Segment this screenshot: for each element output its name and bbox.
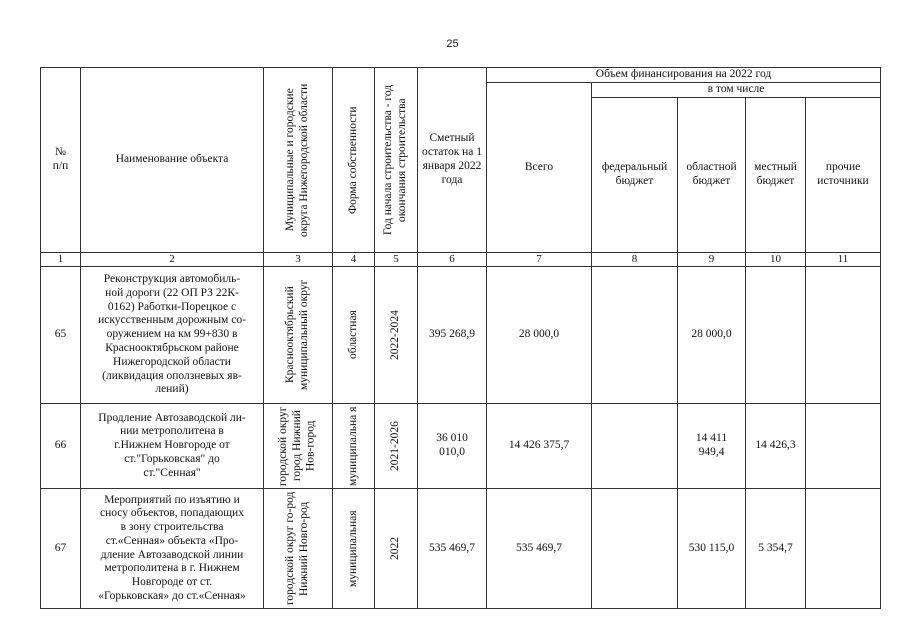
row-ownership: муниципальна я [346, 406, 359, 486]
row-regional: 14 411 949,4 [678, 404, 746, 489]
row-local: 5 354,7 [746, 489, 806, 609]
row-ownership-cell [333, 267, 375, 404]
column-number-row [41, 253, 881, 267]
row-municipality-cell [264, 267, 333, 404]
row-years-cell [375, 404, 418, 489]
row-ownership: областная [346, 310, 359, 360]
row-local [746, 267, 806, 404]
column-number: 7 [487, 253, 592, 267]
header-federal: федеральный бюджет [592, 98, 678, 253]
row-name: Продление Автозаводской ли- нии метрополитена в г.Нижнем Новгороде от ст."Горьковская" до ст."Сенная" [81, 404, 264, 489]
row-municipality-cell [264, 489, 333, 609]
page-number: 25 [446, 38, 459, 50]
row-num: 65 [41, 267, 81, 404]
header-ownership-cell [333, 68, 375, 253]
row-ownership: муниципальная [346, 510, 359, 587]
row-municipality-cell [264, 404, 333, 489]
column-number: 5 [375, 253, 418, 267]
row-ownership-cell [333, 404, 375, 489]
header-other: прочие источники [806, 98, 881, 253]
row-regional: 530 115,0 [678, 489, 746, 609]
financing-table [40, 67, 881, 609]
header-municipality: Муниципальные и городские округа Нижегородской области [284, 83, 310, 237]
row-total: 535 469,7 [487, 489, 592, 609]
header-local: местный бюджет [746, 98, 806, 253]
header-name: Наименование объекта [81, 68, 264, 253]
row-ownership-cell [333, 489, 375, 609]
row-total: 14 426 375,7 [487, 404, 592, 489]
column-number: 3 [264, 253, 333, 267]
row-name: Мероприятий по изъятию и сносу объектов, попадающих в зону строительства ст.«Сенная» объекта «Про- дление Автозаводской линии метрополитена в г. Нижнем Новгороде от ст. «Горьковская» до ст.«Сенная» [81, 489, 264, 609]
column-number: 11 [806, 253, 881, 267]
row-total: 28 000,0 [487, 267, 592, 404]
row-estimate: 395 268,9 [418, 267, 487, 404]
column-number: 10 [746, 253, 806, 267]
column-number: 8 [592, 253, 678, 267]
header-ownership: Форма собственности [346, 106, 359, 214]
column-number: 2 [81, 253, 264, 267]
row-num: 67 [41, 489, 81, 609]
row-name: Реконструкция автомобиль- ной дороги (22 ОП РЗ 22К- 0162) Работки-Порецкое с искусственным дорожным со- оружением на км 99+830 в Краснооктябрьском районе Нижегородской области (ликвидация оползневых яв- лений) [81, 267, 264, 404]
table-row [41, 489, 881, 609]
row-years: 2022-2024 [389, 310, 402, 361]
row-municipality: городской округ го-род Нижний Новго-род [284, 491, 310, 606]
header-years: Год начала строительства - год окончания строительства [382, 84, 408, 236]
row-estimate: 36 010 010,0 [418, 404, 487, 489]
column-number: 4 [333, 253, 375, 267]
row-years: 2021-2026 [389, 421, 402, 472]
row-years: 2022 [389, 537, 402, 561]
header-years-cell [375, 68, 418, 253]
row-other [806, 404, 881, 489]
row-local: 14 426,3 [746, 404, 806, 489]
row-num: 66 [41, 404, 81, 489]
row-estimate: 535 469,7 [418, 489, 487, 609]
row-other [806, 489, 881, 609]
row-years-cell [375, 489, 418, 609]
header-estimate: Сметный остаток на 1 января 2022 года [418, 68, 487, 253]
table-row [41, 267, 881, 404]
column-number: 1 [41, 253, 81, 267]
header-total: Всего [487, 83, 592, 253]
row-other [806, 267, 881, 404]
row-federal [592, 267, 678, 404]
row-municipality: городской округ город Нижний Нов-город [277, 406, 317, 486]
row-regional: 28 000,0 [678, 267, 746, 404]
header-funding: Объем финансирования на 2022 год [487, 68, 881, 83]
header-municipality-cell [264, 68, 333, 253]
header-num: № п/п [41, 68, 81, 253]
row-municipality: Краснооктябрьский муниципальный округ [284, 280, 310, 391]
header-including: в том числе [592, 83, 881, 98]
row-federal [592, 489, 678, 609]
row-federal [592, 404, 678, 489]
row-years-cell [375, 267, 418, 404]
table-row [41, 404, 881, 489]
column-number: 9 [678, 253, 746, 267]
header-regional: областной бюджет [678, 98, 746, 253]
column-number: 6 [418, 253, 487, 267]
